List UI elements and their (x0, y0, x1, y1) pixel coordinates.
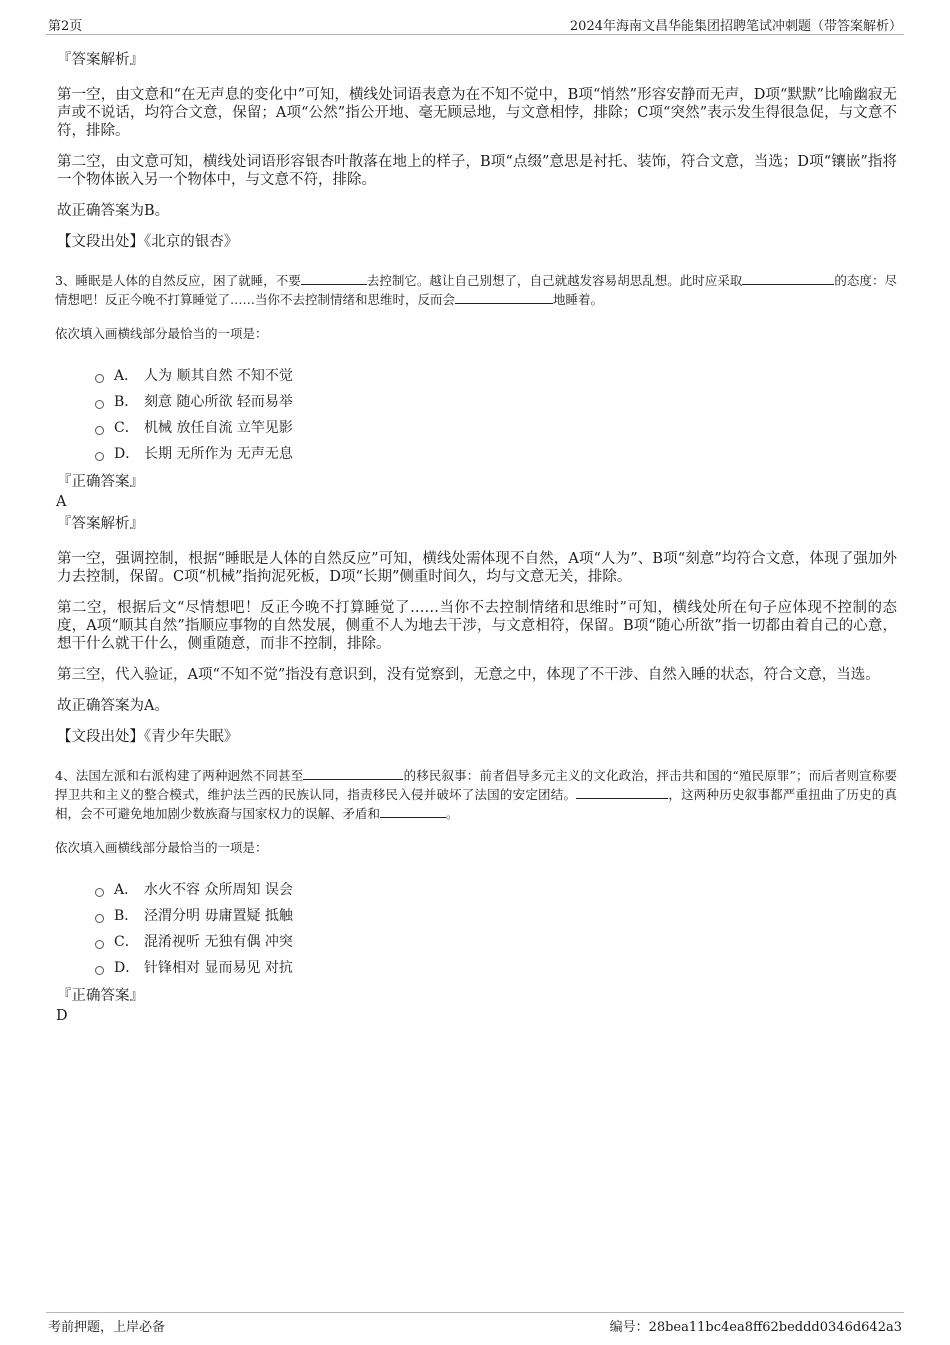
option-d[interactable]: D． 长期 无所作为 无声无息 (95, 440, 897, 466)
question-prompt: 依次填入画横线部分最恰当的一项是： (55, 840, 268, 855)
correct-answer-label: 『正确答案』 (57, 988, 144, 1004)
radio-icon[interactable] (95, 966, 104, 975)
radio-icon[interactable] (95, 940, 104, 949)
analysis-label: 『答案解析』 (57, 516, 144, 532)
conclusion-text: 故正确答案为B。 (57, 203, 170, 219)
question-4-stem: 4、法国左派和右派构建了两种迥然不同甚至 的移民叙事：前者倡导多元主义的文化政治，抨击共和国的“殖民原罪”；而后者则宣称要捍卫共和主义的整合模式，维护法兰西的民族认同，指责移民入侵并破坏了法国的安定团结。 ，这两种历史叙事都严重扭曲了历史的真相，会不可避免地加剧少数族裔与国家权力的误解、矛盾和 。 (55, 768, 897, 821)
radio-icon[interactable] (95, 452, 104, 461)
question-3-stem: 3、睡眠是人体的自然反应，困了就睡，不要 去控制它。越让自己别想了，自己就越发容易胡思乱想。此时应采取 的态度：尽情想吧！反正今晚不打算睡觉了……当你不去控制情绪和思维时，反而会 地睡着。 (55, 273, 897, 307)
correct-answer: A (56, 494, 67, 510)
footer-slogan: 考前押题，上岸必备 (48, 1320, 166, 1335)
correct-answer: D (56, 1008, 68, 1024)
fill-blank (576, 786, 668, 799)
page-number: 第2页 (48, 19, 83, 34)
fill-blank (301, 272, 367, 285)
page-footer (46, 1312, 904, 1335)
analysis-paragraph: 第一空，强调控制，根据“睡眠是人体的自然反应”可知，横线处需体现不自然，A项“人为”、B项“刻意”均符合文意，体现了强加外力去控制，保留。C项“机械”指拘泥死板，D项“长期”侧重时间久，均与文意无关，排除。 (57, 551, 897, 585)
analysis-label: 『答案解析』 (57, 52, 144, 68)
radio-icon[interactable] (95, 400, 104, 409)
analysis-paragraph: 第三空，代入验证，A项“不知不觉”指没有意识到，没有觉察到，无意之中，体现了不干涉、自然入睡的状态，符合文意，当选。 (57, 667, 880, 683)
option-b[interactable]: B． 刻意 随心所欲 轻而易举 (95, 388, 897, 414)
option-a[interactable]: A． 人为 顺其自然 不知不觉 (95, 362, 897, 388)
fill-blank (455, 291, 553, 304)
radio-icon[interactable] (95, 914, 104, 923)
option-b[interactable]: B． 泾渭分明 毋庸置疑 抵触 (95, 902, 897, 928)
fill-blank (380, 805, 446, 818)
analysis-paragraph: 第二空，由文意可知，横线处词语形容银杏叶散落在地上的样子，B项“点缀”意思是衬托、装饰，符合文意，当选；D项“镶嵌”指将一个物体嵌入另一个物体中，与文意不符，排除。 (57, 154, 897, 188)
correct-answer-label: 『正确答案』 (57, 474, 144, 490)
fill-blank (742, 272, 834, 285)
option-c[interactable]: C． 机械 放任自流 立竿见影 (95, 414, 897, 440)
analysis-paragraph: 第二空，根据后文“尽情想吧！反正今晚不打算睡觉了……当你不去控制情绪和思维时”可知，横线处所在句子应体现不控制的态度，A项“顺其自然”指顺应事物的自然发展，侧重不人为地去干涉，与文意相符，保留。B项“随心所欲”指一切都由着自己的心意，想干什么就干什么，侧重随意，而非不控制，排除。 (57, 600, 897, 652)
option-a[interactable]: A． 水火不容 众所周知 误会 (95, 876, 897, 902)
option-d[interactable]: D． 针锋相对 显而易见 对抗 (95, 954, 897, 980)
radio-icon[interactable] (95, 426, 104, 435)
document-title: 2024年海南文昌华能集团招聘笔试冲刺题（带答案解析） (569, 19, 902, 34)
source-text: 【文段出处】《青少年失眠》 (57, 729, 239, 745)
document-body (57, 44, 897, 1026)
radio-icon[interactable] (95, 888, 104, 897)
source-text: 【文段出处】《北京的银杏》 (57, 234, 239, 250)
question-3-options (95, 362, 897, 466)
conclusion-text: 故正确答案为A。 (57, 698, 169, 714)
radio-icon[interactable] (95, 374, 104, 383)
document-id: 编号：28bea11bc4ea8ff62beddd0346d642a3 (609, 1320, 902, 1335)
page-header (46, 14, 904, 35)
analysis-paragraph: 第一空，由文意和“在无声息的变化中”可知，横线处词语表意为在不知不觉中，B项“悄然”形容安静而无声，D项“默默”比喻幽寂无声或不说话，均符合文意，保留；A项“公然”指公开地、毫无顾忌地，与文意相悖，排除；C项“突然”表示发生得很急促，与文意不符，排除。 (57, 87, 897, 139)
question-prompt: 依次填入画横线部分最恰当的一项是： (55, 326, 268, 341)
question-4-options (95, 876, 897, 980)
option-c[interactable]: C． 混淆视听 无独有偶 冲突 (95, 928, 897, 954)
fill-blank (303, 767, 403, 780)
